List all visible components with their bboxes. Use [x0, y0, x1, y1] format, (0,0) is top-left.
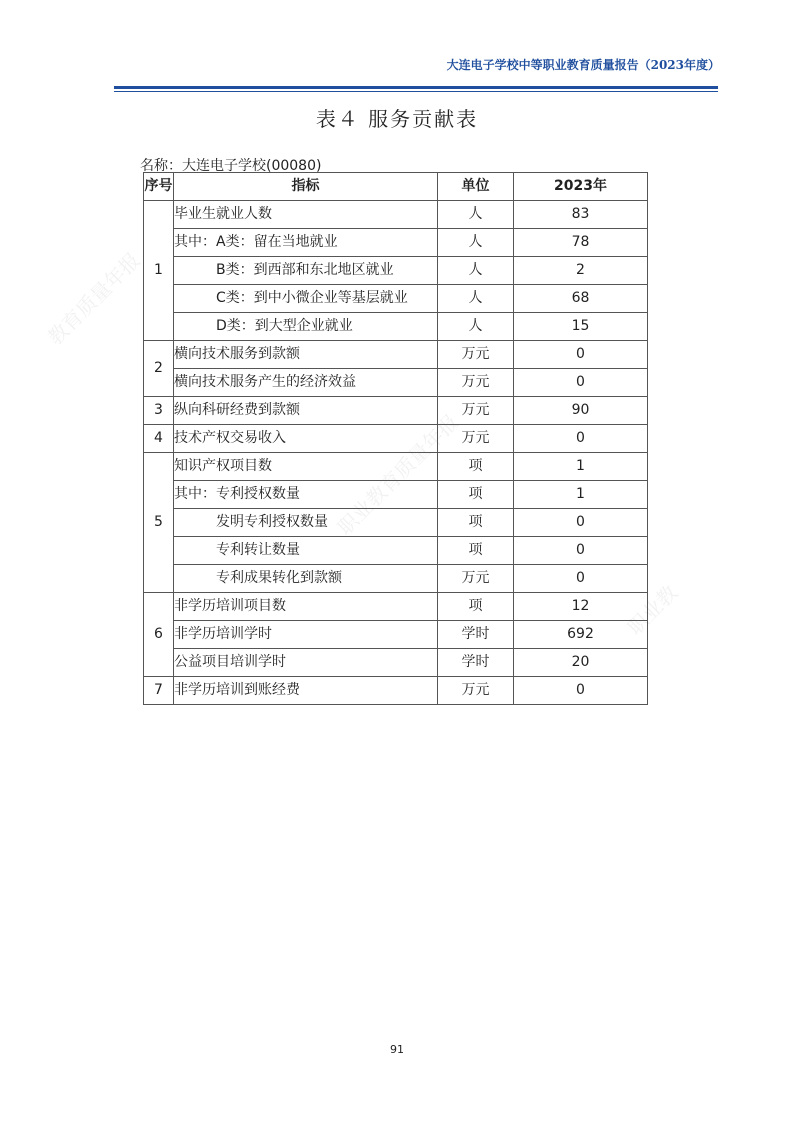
row-seq-cell: 7: [144, 677, 174, 705]
row-indicator-cell: 专利转让数量: [174, 537, 438, 565]
header-rule-thin: [114, 91, 718, 92]
page-number: 91: [390, 1043, 404, 1056]
row-unit-cell: 人: [438, 201, 514, 229]
table-row: [144, 649, 648, 677]
row-value-cell: 78: [514, 229, 648, 257]
row-seq-cell: 4: [144, 425, 174, 453]
row-unit-cell: 学时: [438, 649, 514, 677]
table-row: [144, 565, 648, 593]
running-header-title: 大连电子学校中等职业教育质量报告（2023年度）: [446, 58, 720, 72]
row-unit-cell: 项: [438, 509, 514, 537]
row-indicator-cell: 技术产权交易收入: [174, 425, 438, 453]
watermark-decor-1: 教育质量年报: [42, 247, 145, 350]
row-unit-cell: 学时: [438, 621, 514, 649]
row-unit-cell: 项: [438, 481, 514, 509]
table-row: [144, 285, 648, 313]
row-indicator-cell: 非学历培训项目数: [174, 593, 438, 621]
table-row: [144, 677, 648, 705]
row-seq-cell: 6: [144, 593, 174, 677]
table-row: [144, 229, 648, 257]
table-header-row: [144, 173, 648, 201]
row-indicator-cell: 毕业生就业人数: [174, 201, 438, 229]
row-indicator-cell: 纵向科研经费到款额: [174, 397, 438, 425]
row-value-cell: 12: [514, 593, 648, 621]
table-row: [144, 369, 648, 397]
row-unit-cell: 人: [438, 313, 514, 341]
row-value-cell: 90: [514, 397, 648, 425]
table-row: [144, 537, 648, 565]
table-row: [144, 593, 648, 621]
row-indicator-cell: C类：到中小微企业等基层就业: [174, 285, 438, 313]
row-indicator-cell: 非学历培训学时: [174, 621, 438, 649]
row-value-cell: 1: [514, 453, 648, 481]
row-value-cell: 2: [514, 257, 648, 285]
row-value-cell: 1: [514, 481, 648, 509]
row-unit-cell: 项: [438, 453, 514, 481]
col-header-indicator: 指标: [174, 173, 438, 201]
row-unit-cell: 项: [438, 537, 514, 565]
watermark-decor-3: 职业教: [622, 580, 683, 640]
row-value-cell: 15: [514, 313, 648, 341]
row-unit-cell: 万元: [438, 369, 514, 397]
row-indicator-cell: 专利成果转化到款额: [174, 565, 438, 593]
row-value-cell: 0: [514, 537, 648, 565]
row-unit-cell: 人: [438, 257, 514, 285]
table-row: [144, 201, 648, 229]
row-indicator-cell: 发明专利授权数量: [174, 509, 438, 537]
row-value-cell: 0: [514, 565, 648, 593]
table-row: [144, 425, 648, 453]
row-indicator-cell: 其中：A类：留在当地就业: [174, 229, 438, 257]
row-seq-cell: 5: [144, 453, 174, 593]
row-indicator-cell: 非学历培训到账经费: [174, 677, 438, 705]
row-indicator-cell: D类：到大型企业就业: [174, 313, 438, 341]
table-row: [144, 313, 648, 341]
col-header-unit: 单位: [438, 173, 514, 201]
row-indicator-cell: 公益项目培训学时: [174, 649, 438, 677]
table-row: [144, 453, 648, 481]
row-value-cell: 20: [514, 649, 648, 677]
table-title: 表４ 服务贡献表: [315, 107, 479, 131]
row-value-cell: 0: [514, 677, 648, 705]
service-contribution-table: [143, 172, 648, 705]
row-indicator-cell: 知识产权项目数: [174, 453, 438, 481]
table-row: [144, 621, 648, 649]
row-seq-cell: 2: [144, 341, 174, 397]
col-header-year: 2023年: [514, 173, 648, 201]
row-seq-cell: 3: [144, 397, 174, 425]
watermark-decor-2: 职业教育质量年报: [332, 409, 463, 540]
row-value-cell: 83: [514, 201, 648, 229]
table-row: [144, 509, 648, 537]
col-header-seq: 序号: [144, 173, 174, 201]
row-seq-cell: 1: [144, 201, 174, 341]
row-unit-cell: 人: [438, 229, 514, 257]
row-indicator-cell: 横向技术服务到款额: [174, 341, 438, 369]
row-unit-cell: 万元: [438, 677, 514, 705]
row-unit-cell: 人: [438, 285, 514, 313]
row-indicator-cell: 其中：专利授权数量: [174, 481, 438, 509]
row-value-cell: 0: [514, 369, 648, 397]
table-row: [144, 341, 648, 369]
school-name-line: 名称：大连电子学校(00080): [140, 158, 322, 174]
header-rule-thick: [114, 86, 718, 89]
row-value-cell: 0: [514, 341, 648, 369]
table-row: [144, 257, 648, 285]
row-indicator-cell: 横向技术服务产生的经济效益: [174, 369, 438, 397]
row-unit-cell: 万元: [438, 425, 514, 453]
row-value-cell: 0: [514, 509, 648, 537]
row-indicator-cell: B类：到西部和东北地区就业: [174, 257, 438, 285]
table-row: [144, 397, 648, 425]
table-body: [144, 201, 648, 705]
row-unit-cell: 万元: [438, 341, 514, 369]
row-value-cell: 692: [514, 621, 648, 649]
row-value-cell: 0: [514, 425, 648, 453]
row-value-cell: 68: [514, 285, 648, 313]
row-unit-cell: 万元: [438, 397, 514, 425]
row-unit-cell: 项: [438, 593, 514, 621]
row-unit-cell: 万元: [438, 565, 514, 593]
table-row: [144, 481, 648, 509]
